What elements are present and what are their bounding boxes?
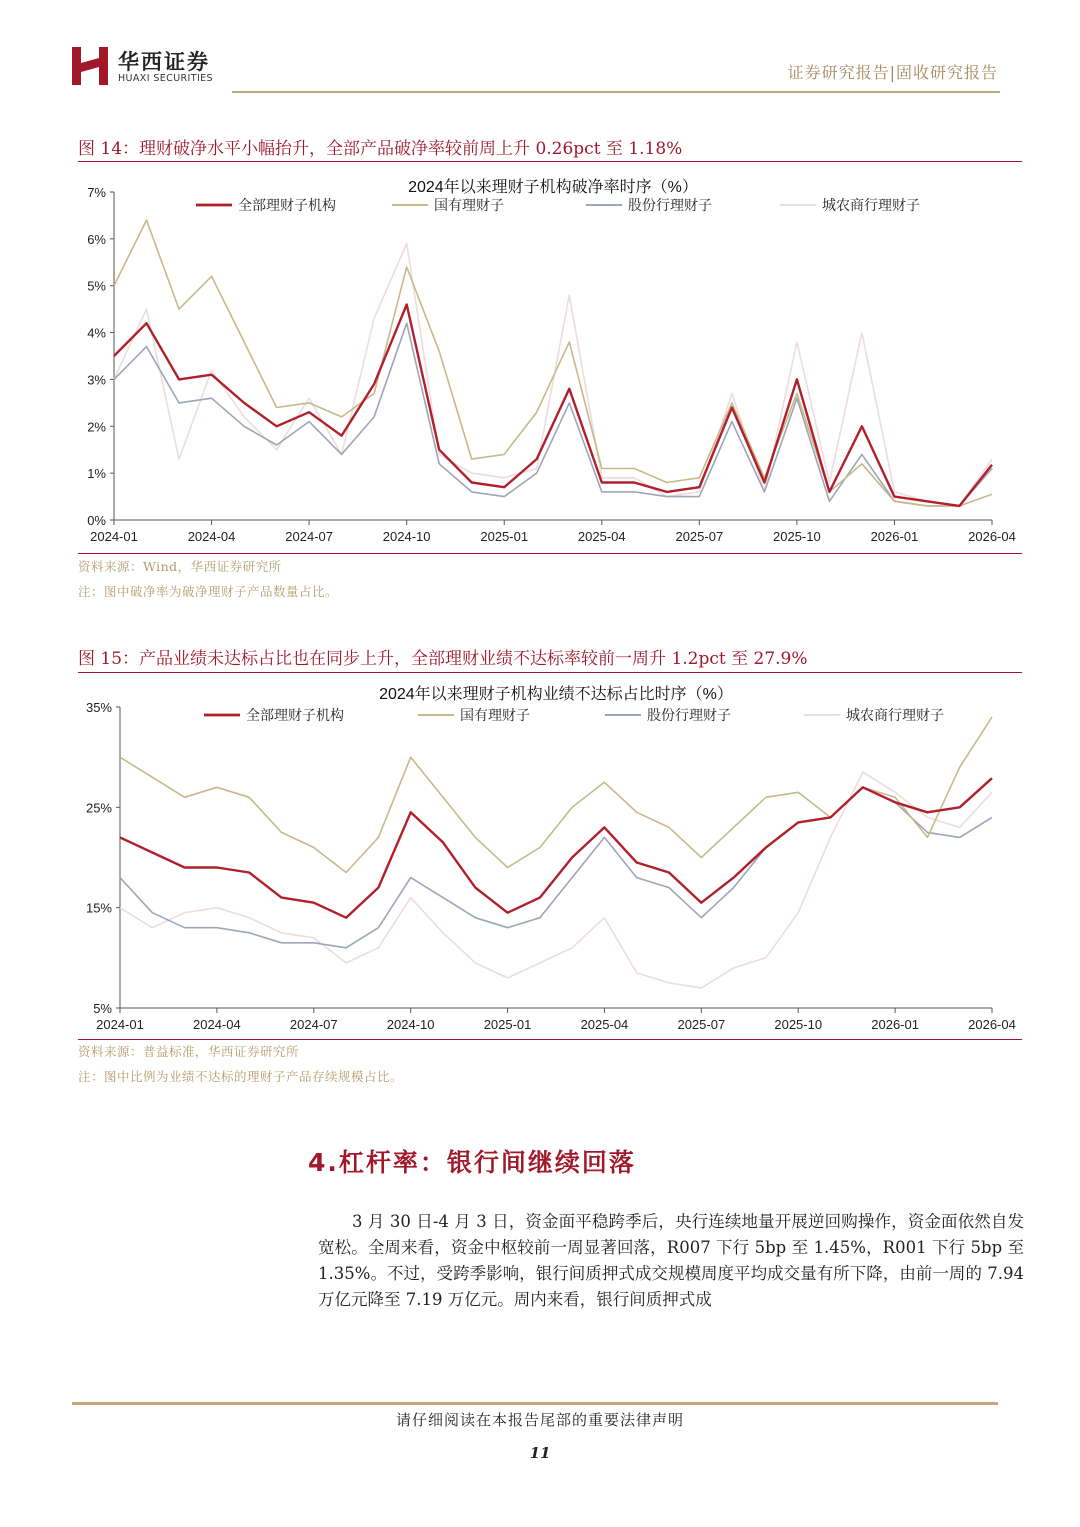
chart2-legend-label: 城农商行理财子: [846, 707, 944, 723]
figure-14-caption: 图 14：理财破净水平小幅抬升，全部产品破净率较前周上升 0.26pct 至 1.18%: [78, 139, 683, 159]
chart2-y-tick-label: 5%: [93, 1001, 112, 1016]
page-number: 11: [529, 1444, 551, 1462]
chart2-series-line: [120, 787, 992, 948]
chart2-legend-label: 股份行理财子: [647, 707, 731, 723]
chart1-x-tick-label: 2025-01: [480, 529, 529, 544]
huaxi-logo-icon: [72, 47, 108, 85]
chart2-x-tick-label: 2026-01: [871, 1017, 919, 1032]
legal-disclaimer: 请仔细阅读在本报告尾部的重要法律声明: [395, 1411, 684, 1429]
chart2-x-tick-label: 2025-10: [774, 1017, 823, 1032]
brand-name: 华西证券: [118, 50, 210, 74]
chart1-y-tick-label: 3%: [87, 372, 106, 388]
figure-14-bottom-rule: [78, 553, 1022, 554]
chart1-series-line: [114, 244, 992, 506]
chart2-series-line: [120, 772, 992, 988]
chart2-x-tick-label: 2024-01: [96, 1017, 144, 1032]
chart1-y-tick-label: 1%: [87, 466, 106, 482]
footer-divider: [72, 1402, 998, 1405]
figure-14-note: 注：图中破净率为破净理财子产品数量占比。: [78, 584, 339, 599]
chart2-legend-label: 全部理财子机构: [246, 707, 344, 723]
chart1-title: 2024年以来理财子机构破净率时序（%）: [408, 179, 698, 196]
chart1-x-tick-label: 2025-07: [675, 529, 724, 544]
chart1-y-tick-label: 5%: [87, 278, 106, 294]
chart1-x-tick-label: 2025-04: [577, 529, 626, 544]
chart1-y-tick-label: 0%: [87, 513, 106, 528]
header-divider: [232, 91, 1000, 93]
body-paragraph: 3 月 30 日-4 月 3 日，资金面平稳跨季后，央行连续地量开展逆回购操作，资金面依然自发宽松。全周来看，资金中枢较前一周显著回落，R007 下行 5bp 至 1.45%，R001 下行 5bp 至 1.35%。不过，受跨季影响，银行间质押式成交规模周度平均成交量有所下降，由前一周的 7.94 万亿元降至 7.19 万亿元。周内来看，银行间质押式成: [318, 1212, 1024, 1309]
chart2-title: 2024年以来理财子机构业绩不达标占比时序（%）: [379, 686, 733, 703]
chart1-x-tick-label: 2026-01: [870, 529, 919, 544]
chart2-x-tick-label: 2025-07: [677, 1017, 726, 1032]
figure-15-caption: 图 15：产品业绩未达标占比也在同步上升，全部理财业绩不达标率较前一周升 1.2pct 至 27.9%: [78, 649, 808, 669]
chart1-x-tick-label: 2024-07: [285, 529, 333, 544]
figure-14-source: 资料来源：Wind，华西证券研究所: [78, 559, 282, 574]
chart1-legend-label: 股份行理财子: [628, 197, 712, 213]
chart-2: [70, 678, 1030, 1038]
chart1-legend-label: 国有理财子: [434, 197, 504, 213]
section-heading: 4.杠杆率：银行间继续回落: [308, 1148, 636, 1177]
chart1-legend-label: 全部理财子机构: [238, 197, 336, 213]
chart2-legend-label: 国有理财子: [460, 707, 530, 723]
brand-name-en: HUAXI SECURITIES: [118, 73, 213, 84]
chart1-x-tick-label: 2024-01: [90, 529, 138, 544]
chart2-y-tick-label: 25%: [85, 800, 112, 816]
figure-15-note: 注：图中比例为业绩不达标的理财子产品存续规模占比。: [78, 1069, 404, 1084]
chart-1: [70, 168, 1030, 552]
chart1-y-tick-label: 4%: [87, 325, 106, 341]
chart1-x-tick-label: 2024-04: [187, 529, 236, 544]
chart2-x-tick-label: 2025-01: [483, 1017, 532, 1032]
chart2-x-tick-label: 2026-04: [968, 1017, 1016, 1032]
chart1-y-tick-label: 7%: [87, 185, 106, 200]
figure-15-bottom-rule: [78, 1039, 1022, 1040]
chart1-x-tick-label: 2026-04: [968, 529, 1016, 544]
chart1-y-tick-label: 6%: [87, 231, 106, 247]
chart2-y-tick-label: 35%: [85, 700, 112, 715]
figure-15-top-rule: [78, 672, 1022, 673]
figure-15-source: 资料来源：普益标准，华西证券研究所: [78, 1044, 300, 1059]
chart2-x-tick-label: 2024-04: [193, 1017, 241, 1032]
chart1-series-line: [114, 305, 992, 506]
chart2-x-tick-label: 2024-10: [386, 1017, 435, 1032]
chart2-y-tick-label: 15%: [85, 900, 112, 916]
chart1-x-tick-label: 2025-10: [773, 529, 821, 544]
chart2-x-tick-label: 2024-07: [289, 1017, 338, 1032]
chart2-x-tick-label: 2025-04: [580, 1017, 629, 1032]
chart1-series-line: [114, 220, 992, 506]
figure-14-top-rule: [78, 161, 1022, 162]
chart1-legend-label: 城农商行理财子: [822, 197, 920, 213]
chart1-series-line: [114, 323, 992, 506]
report-type: 证券研究报告|固收研究报告: [787, 63, 998, 82]
chart1-x-tick-label: 2024-10: [382, 529, 431, 544]
chart1-y-tick-label: 2%: [87, 419, 106, 435]
chart2-series-line: [120, 717, 992, 873]
